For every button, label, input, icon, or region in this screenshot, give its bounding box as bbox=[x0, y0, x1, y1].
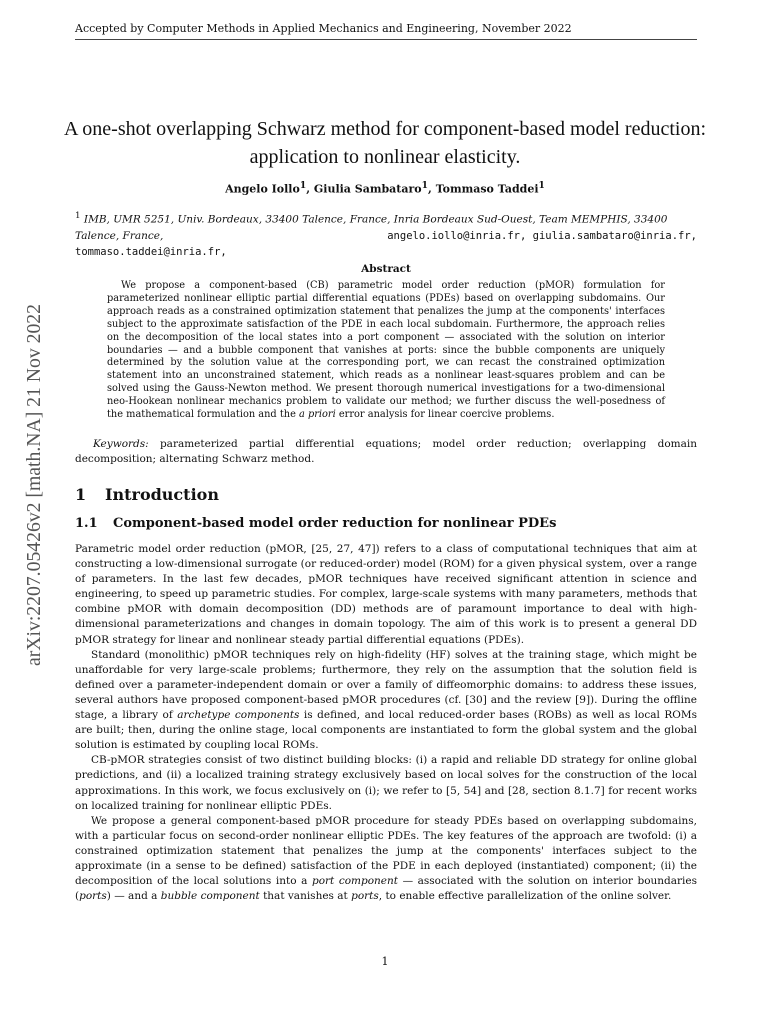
arxiv-id-text: arXiv:2207.05426v2 [math.NA] 21 Nov 2022 bbox=[23, 300, 45, 666]
arxiv-identifier bbox=[18, 300, 48, 670]
author-name: Angelo Iollo bbox=[225, 182, 300, 196]
author-name: Giulia Sambataro bbox=[313, 182, 422, 196]
section-title: Introduction bbox=[105, 485, 219, 504]
affiliation-mark: 1 bbox=[538, 180, 545, 191]
author-name: Tommaso Taddei bbox=[435, 182, 539, 196]
paper-title: A one-shot overlapping Schwarz method for component-based model reduction: application to nonlinear elasticity. bbox=[63, 118, 707, 168]
paragraph-text: , to enable effective parallelization of the online solver. bbox=[378, 890, 672, 903]
subsection-number: 1.1 bbox=[75, 516, 98, 531]
emphasis: port component bbox=[311, 875, 398, 888]
running-header: Accepted by Computer Methods in Applied Mechanics and Engineering, November 2022 bbox=[75, 22, 697, 40]
keywords bbox=[75, 437, 697, 467]
paragraph bbox=[75, 814, 697, 905]
emphasis: ports bbox=[79, 890, 107, 903]
paragraph bbox=[75, 648, 697, 754]
keywords-label: Keywords: bbox=[93, 438, 149, 450]
section-heading bbox=[75, 485, 219, 504]
emphasis: ports bbox=[351, 890, 379, 903]
paragraph: CB-pMOR strategies consist of two distinct building blocks: (i) a rapid and reliable DD strategy for online global predictions, and (ii) a localized training strategy exclusively based on local solves for the construction of the local approximations. In this work, we focus exclusively on (i); we refer to [5, 54] and [28, section 8.1.7] for recent works on localized training for nonlinear elliptic PDEs. bbox=[75, 754, 697, 812]
body-text bbox=[75, 542, 697, 904]
abstract-heading: Abstract bbox=[361, 263, 411, 275]
page-number: 1 bbox=[381, 955, 389, 968]
keywords-text: parameterized partial differential equations; model order reduction; overlapping domain decomposition; alternating Schwarz method. bbox=[75, 438, 697, 465]
author-separator: , bbox=[306, 182, 314, 196]
subsection-heading bbox=[75, 516, 556, 531]
subsection-title: Component-based model order reduction for nonlinear PDEs bbox=[113, 516, 557, 531]
affiliation-number: 1 bbox=[75, 211, 81, 221]
affiliation-mark: 1 bbox=[421, 180, 429, 191]
paragraph-text: is defined, and local reduced-order bases (ROBs) as well as local ROMs are built; then, during the online stage, local components are instantiated to form the global system and the global solution is estimated by coupling local ROMs. bbox=[75, 709, 697, 752]
affiliation-block bbox=[75, 208, 697, 260]
abstract-body-end: error analysis for linear coercive problems. bbox=[335, 409, 555, 421]
emphasis: bubble component bbox=[160, 890, 260, 903]
emphasis: archetype components bbox=[177, 709, 300, 722]
paragraph-text: Standard (monolithic) pMOR techniques rely on high-fidelity (HF) solves at the training stage, which might be unaffordable for very large-scale problems; furthermore, they rely on the assumption that the solution field is defined over a parameter-independent domain or over a family of diffeomorphic domains: to address these issues, several authors have proposed component-based pMOR procedures (cf. [30] and the review [9]). During the offline stage, a library of bbox=[75, 648, 697, 722]
author-list bbox=[60, 180, 710, 196]
abstract-text bbox=[107, 280, 665, 422]
paragraph: Parametric model order reduction (pMOR, [25, 27, 47]) refers to a class of computational techniques that aim at constructing a low-dimensional surrogate (or reduced-order) model (ROM) for a given physical system, over a range of parameters. In the last few decades, pMOR techniques have received significant attention in science and engineering, to speed up parametric studies. For complex, large-scale systems with many parameters, methods that combine pMOR with domain decomposition (DD) methods are of paramount importance to deal with high-dimensional parameterizations and changes in domain topology. The aim of this work is to present a general DD pMOR strategy for linear and nonlinear steady partial differential equations (PDEs). bbox=[75, 543, 697, 646]
author-emails: angelo.iollo@inria.fr, giulia.sambataro@inria.fr, bbox=[387, 229, 697, 242]
affiliation-mark: 1 bbox=[299, 180, 307, 191]
section-number: 1 bbox=[75, 485, 87, 504]
abstract-emphasis: a priori bbox=[298, 409, 336, 421]
paragraph-text: — associated with the solution on interior boundaries ( bbox=[75, 875, 698, 903]
paragraph-text: that vanishes at bbox=[259, 890, 352, 903]
author-separator: , bbox=[428, 182, 436, 196]
abstract-body: We propose a component-based (CB) parametric model order reduction (pMOR) formulation for parameterized nonlinear elliptic partial differential equations (PDEs) based on overlapping subdomains. Our approach reads as a constrained optimization statement that penalizes the jump at the components' interfaces subject to the approximate satisfaction of the PDE in each local subdomain. Furthermore, the approach relies on the decomposition of the local states into a port component — associated with the solution on interior boundaries — and a bubble component that vanishes at ports: since the bubble components are uniquely determined by the solution value at the corresponding port, we can recast the constrained optimization statement into an unconstrained statement, which reads as a nonlinear least-squares problem and can be solved using the Gauss-Newton method. We present thorough numerical investigations for a two-dimensional neo-Hookean nonlinear mechanics problem to validate our method; we further discuss the well-posedness of the mathematical formulation and the bbox=[107, 280, 665, 421]
paragraph-text: ) — and a bbox=[106, 890, 161, 903]
paragraph-text: We propose a general component-based pMOR procedure for steady PDEs based on overlapping subdomains, with a particular focus on second-order nonlinear elliptic PDEs. The key features of the approach are twofold: (i) a constrained optimization statement that penalizes the jump at the components' interfaces subject to the approximate (in a sense to be defined) satisfaction of the PDE in each deployed (instantiated) component; (ii) the decomposition of the local solutions into a bbox=[75, 814, 697, 888]
affiliation-text: IMB, UMR 5251, Univ. Bordeaux, 33400 Talence, France, Inria Bordeaux Sud-Ouest, Team MEMPHIS, 33400 Talence, France, bbox=[75, 213, 668, 242]
author-emails: tommaso.taddei@inria.fr, bbox=[75, 245, 227, 258]
